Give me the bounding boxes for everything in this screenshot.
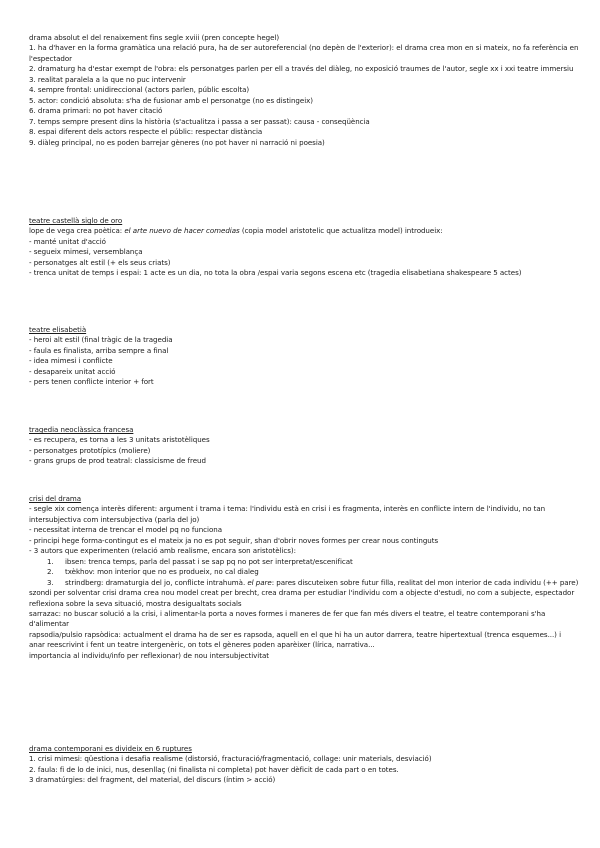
numbered-item: 2. txèkhov: mon interior que no es produeix, no cal dialeg (47, 567, 259, 577)
list-item: - 3 autors que experimenten (relació amb realisme, encara son aristotèlics): (29, 546, 296, 556)
crisi-drama-section (29, 494, 579, 661)
numbered-item: 1. ibsen: trenca temps, parla del passat i se sap pq no pot ser interpretat/escenificat (47, 556, 353, 566)
list-item: 5. actor: condició absoluta: s'ha de fusionar amb el personatge (no es distingeix) (29, 95, 313, 105)
list-item: 3 dramatúrgies: del fragment, del material, del discurs (íntim > acció) (29, 775, 276, 785)
list-item: 4. sempre frontal: unidireccional (actors parlen, públic escolta) (29, 85, 250, 95)
list-item: 9. diàleg principal, no es poden barrejar gèneres (no pot haver ni narració ni poesia) (29, 137, 325, 147)
list-item: - desapareix unitat acció (29, 366, 116, 376)
list-item: - personatges prototípics (moliere) (29, 445, 151, 455)
list-item: 2. faula: fi de lo de inici, nus, desenllaç (ni finalista ni completa) pot haver dèficit de cada part o en totes. (29, 764, 399, 774)
list-item: 1. crisi mimesi: qüestiona i desafia realisme (distorsió, fracturació/fragmentació, collage: unir materials, desviació) (29, 754, 432, 764)
section-heading: teatre castellà siglo de oro (29, 216, 123, 225)
list-item: - necessitat interna de trencar el model pq no funciona (29, 525, 222, 535)
drama-absolut-section (29, 33, 579, 148)
list-item: - pers tenen conflicte interior + fort (29, 377, 154, 387)
list-item: - manté unitat d'acció (29, 236, 106, 246)
section-intro-title: drama absolut el del renaixement fins segle xviii (pren concepte hegel) (29, 33, 280, 42)
list-item: 3. realitat paralela a la que no puc intervenir (29, 74, 186, 84)
list-item: - segle xix comença interès diferent: argument i trama i tema: l'individu està en crisi i es fragmenta, interès en conflicte intern de l'individu, no tan intersubjectiva com intersubjectiva (parla del jo) (29, 504, 546, 524)
section-heading: tragedia neoclàssica francesa (29, 425, 134, 434)
section-intro: lope de vega crea poètica: el arte nuevo de hacer comedias (copia model aristotelic que actualitza model) introdueix: (29, 226, 443, 236)
drama-contemporani-section (29, 744, 579, 786)
list-item: - idea mimesi i conflicte (29, 356, 113, 366)
numbered-item: 3. strindberg: dramaturgia del jo, conflicte intrahumà. el pare: pares discuteixen sobre futur filla, realitat del mon interior de cada individu (++ pare) (47, 577, 579, 587)
numbered-list (29, 557, 579, 588)
list-item: - heroi alt estil (final tràgic de la tragedia (29, 335, 173, 345)
section-heading: crisi del drama (29, 494, 82, 503)
list-item: - segueix mimesi, versemblança (29, 247, 143, 257)
list-item: 8. espai diferent dels actors respecte el públic: respectar distància (29, 127, 263, 137)
list-item: 7. temps sempre present dins la història (s'actualitza i passa a ser passat): causa - conseqüència (29, 116, 370, 126)
list-item: 6. drama primari: no pot haver citació (29, 106, 163, 116)
tragedia-francesa-section (29, 425, 579, 467)
list-item: - personatges alt estil (+ els seus criats) (29, 257, 171, 267)
section-heading: teatre elisabetià (29, 325, 87, 334)
list-item: 2. dramaturg ha d'estar exempt de l'obra: els personatges parlen per ell a través del diàleg, no exposició traumes de l'autor, segle xx i xxi teatre immersiu (29, 64, 574, 74)
list-item: - es recupera, es torna a les 3 unitats aristotèliques (29, 435, 210, 445)
section-heading: drama contemporani es divideix en 6 ruptures (29, 744, 192, 753)
list-item: - faula es finalista, arriba sempre a final (29, 345, 169, 355)
paragraph: importancia al individu/info per reflexionar) de nou intersubjectivitat (29, 650, 269, 660)
list-item: 1. ha d'haver en la forma gramàtica una relació pura, ha de ser autoreferencial (no depèn de l'exterior): el drama crea mon en si mateix, no fa referència en l'espectador (29, 43, 579, 63)
paragraph: rapsodia/pulsio rapsòdica: actualment el drama ha de ser es rapsoda, aquell en el que hi ha un autor darrera, teatre hipertextual (trenca esquemes...) i anar reescrivint i fent un teatre intergenèric, on tots el gèneres poden aparèixer (lírica, narrativa... (29, 629, 562, 650)
paragraph: sarrazac: no buscar solució a la crisi, i alimentar-la porta a noves formes i maneres de fer que fan més divers el teatre, el teatre contemporani s'ha d'alimentar (29, 608, 546, 629)
teatre-castella-section (29, 216, 579, 279)
list-item: - principi hege forma-contingut es el mateix ja no es pot seguir, shan d'obrir noves formes per crear nous continguts (29, 535, 439, 545)
list-item: - trenca unitat de temps i espai: 1 acte es un dia, no tota la obra /espai varia segons escena etc (tragedia elisabetiana shakespeare 5 actes) (29, 268, 522, 278)
paragraph: szondi per solventar crisi drama crea nou model creat per brecht, crea drama per estudiar l'individu com a objecte d'estudi, no com a subjecte, espectador reflexiona sobre la seva situació, mostra desigualtats socials (29, 588, 575, 608)
list-item: - grans grups de prod teatral: classicisme de freud (29, 456, 206, 466)
teatre-elisabeta-section (29, 325, 579, 388)
